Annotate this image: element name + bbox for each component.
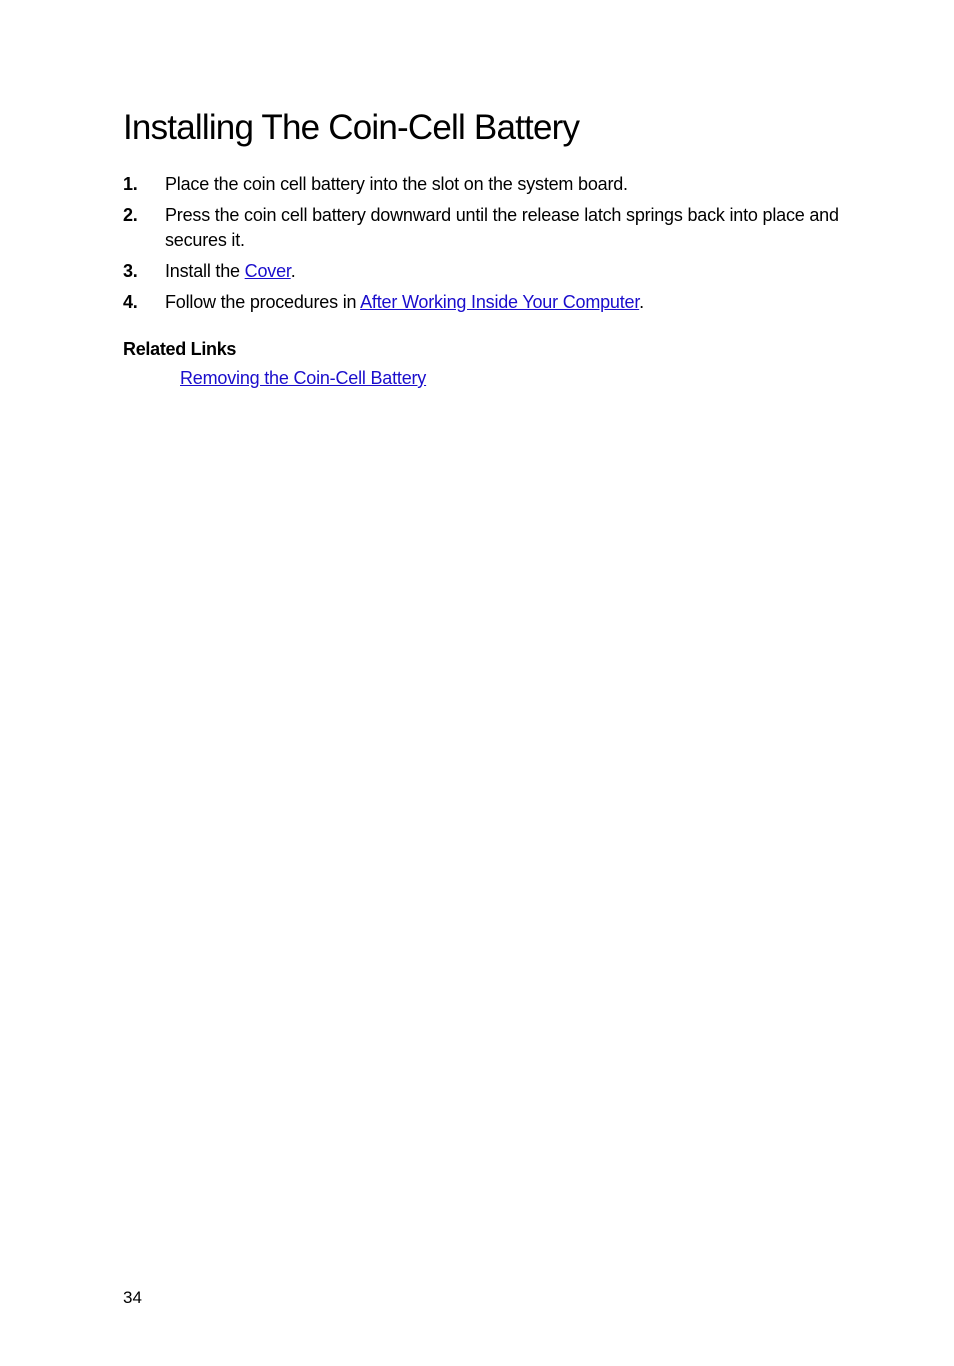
step-text-suffix: . bbox=[639, 292, 644, 312]
page-number: 34 bbox=[123, 1288, 142, 1307]
step-text-prefix: Install the bbox=[165, 261, 245, 281]
step-2 bbox=[123, 203, 863, 253]
step-text bbox=[165, 290, 863, 315]
step-number: 4. bbox=[123, 292, 138, 312]
related-links-list bbox=[180, 366, 426, 391]
step-number: 2. bbox=[123, 205, 138, 225]
step-text-prefix: Follow the procedures in bbox=[165, 292, 361, 312]
step-text: Place the coin cell battery into the slot on the system board. bbox=[165, 174, 628, 194]
step-text-suffix: . bbox=[290, 261, 296, 281]
step-1 bbox=[123, 172, 863, 197]
step-3 bbox=[123, 259, 863, 284]
after-working-inside-link[interactable]: After Working Inside Your Computer bbox=[360, 292, 640, 312]
step-number: 3. bbox=[123, 261, 138, 281]
step-text bbox=[165, 259, 863, 284]
removing-coin-cell-battery-link[interactable]: Removing the Coin-Cell Battery bbox=[180, 368, 427, 388]
related-links-heading: Related Links bbox=[123, 339, 237, 359]
step-text: Press the coin cell battery downward until the release latch springs back into place and secures it. bbox=[165, 205, 839, 250]
procedure-steps bbox=[123, 172, 863, 315]
page-title: Installing The Coin-Cell Battery bbox=[123, 108, 580, 147]
related-link-item bbox=[180, 366, 426, 391]
step-number: 1. bbox=[123, 174, 138, 194]
cover-link[interactable]: Cover bbox=[244, 261, 291, 281]
step-4 bbox=[123, 290, 863, 315]
